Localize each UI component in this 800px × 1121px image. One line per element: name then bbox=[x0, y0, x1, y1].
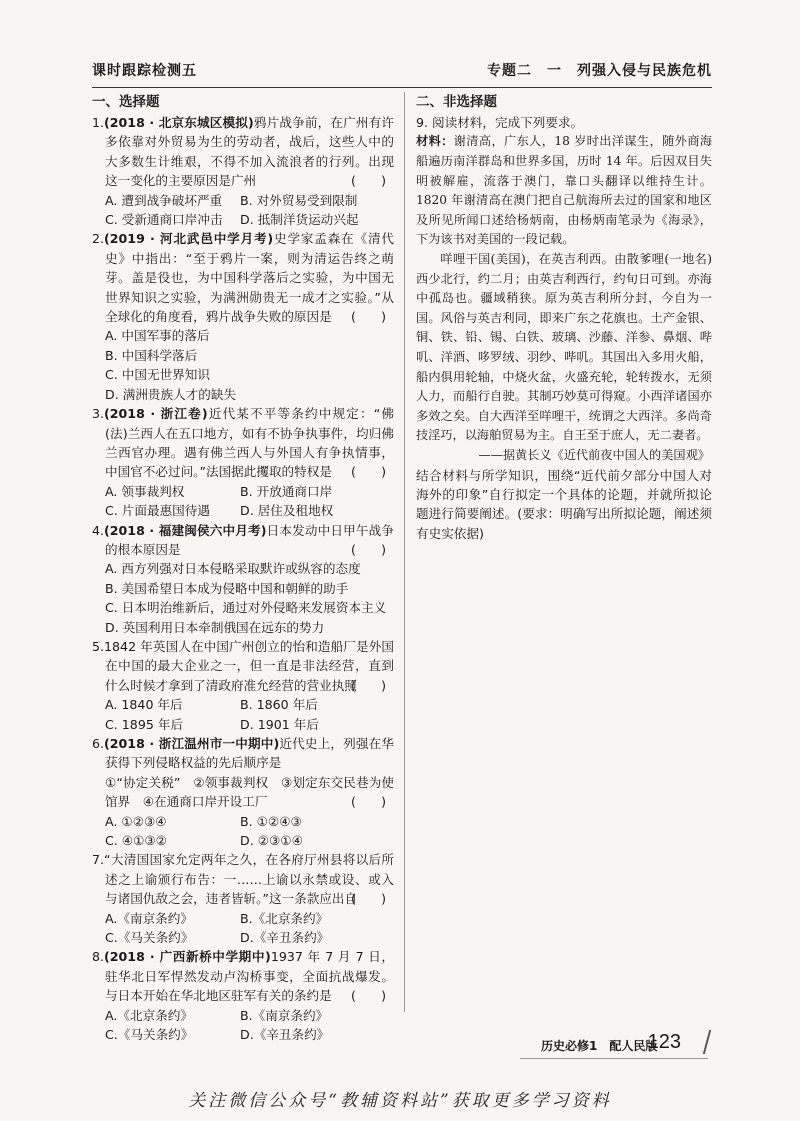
question-9-intro: 9. 阅读材料，完成下列要求。 bbox=[416, 115, 584, 130]
question-2: 2.(2019 · 河北武邑中学月考)史学家孟森在《清代史》中指出：“至于鸦片一案，则为清运告终之萌芽。盖是役也，为中国科学落后之实验，为中国无世界知识之实验，为满洲勋贵无一成才之实验。”从全球化的角度看，鸦片战争失败的原因是 ( ) A. 中国军事的落后 B. 中国科学落后 C. 中国无世界知识 D. 满洲贵族人才的缺失 bbox=[92, 229, 394, 404]
answer-blank[interactable]: ( ) bbox=[350, 464, 386, 480]
answer-blank[interactable]: ( ) bbox=[350, 988, 386, 1004]
answer-blank[interactable]: ( ) bbox=[350, 541, 386, 557]
option-b[interactable]: B. 开放通商口岸 bbox=[240, 483, 333, 499]
section-title-choice: 一、选择题 bbox=[92, 94, 160, 110]
answer-blank[interactable]: ( ) bbox=[350, 309, 386, 325]
question-text: 1937 年 7 月 7 日，驻华北日军悍然发动卢沟桥事变，全面抗战爆发。与日本开始在华北地区驻军有关的条约是 bbox=[105, 949, 395, 1004]
option-d[interactable]: D. ②③①④ bbox=[240, 833, 303, 849]
option-b[interactable]: B. 1860 年后 bbox=[240, 697, 318, 713]
answer-blank[interactable]: ( ) bbox=[350, 677, 386, 693]
question-source: (2018 · 福建闽侯六中月考) bbox=[104, 522, 267, 538]
question-8: 8.(2018 · 广西新桥中学期中)1937 年 7 月 7 日，驻华北日军悍然发动卢沟桥事变，全面抗战爆发。与日本开始在华北地区驻军有关的条约是 ( ) A.《北京条约》 B.《南京条约》 C.《马关条约》 D.《辛丑条约》 bbox=[92, 947, 394, 1044]
material-citation: ——据黄长义《近代前夜中国人的美国观》 bbox=[478, 447, 710, 462]
question-9-task: 结合材料与所学知识，围绕“近代前夕部分中国人对海外的印象”自行拟定一个具体的论题，并就所拟论题进行简要阐述。(要求：明确写出所拟论题，阐述须有史实依据) bbox=[416, 467, 712, 541]
page-header bbox=[92, 60, 712, 84]
page-number: 123 bbox=[647, 1031, 681, 1053]
option-d[interactable]: D. 1901 年后 bbox=[240, 716, 319, 732]
answer-blank[interactable]: ( ) bbox=[350, 173, 386, 189]
option-a[interactable]: A. ①②③④ bbox=[105, 813, 167, 829]
option-a[interactable]: A.《北京条约》 bbox=[105, 1007, 193, 1023]
column-divider bbox=[404, 92, 405, 1012]
option-b[interactable]: B. 中国科学落后 bbox=[105, 347, 198, 363]
question-text: 鸦片战争前，在广州有许多依靠对外贸易为生的劳动者，战后，这些人中的大多数生计维艰，不得不加入流浪者的行列。出现这一变化的主要原因是广州 bbox=[105, 115, 395, 189]
option-a[interactable]: A. 1840 年后 bbox=[105, 697, 183, 713]
lesson-title: 课时跟踪检测五 bbox=[92, 63, 197, 79]
non-choice-section bbox=[416, 92, 712, 543]
question-3: 3.(2018 · 浙江卷)近代某不平等条约中规定：“佛(法)兰西人在五口地方，如有不协争执事件，均归佛兰西官办理。遇有佛兰西人与外国人有争执情事，中国官不必过问。”法国据此攫取的特权是 ( ) A. 领事裁判权 B. 开放通商口岸 C. 片面最惠国待遇 D. 居住及租地权 bbox=[92, 404, 394, 520]
option-d[interactable]: D.《辛丑条约》 bbox=[240, 930, 330, 946]
material-block bbox=[416, 132, 712, 465]
option-a[interactable]: A. 中国军事的落后 bbox=[105, 328, 210, 344]
option-c[interactable]: C.《马关条约》 bbox=[105, 930, 194, 946]
option-c[interactable]: C.《马关条约》 bbox=[105, 1027, 194, 1043]
option-b[interactable]: B. 美国希望日本成为侵略中国和朝鲜的助手 bbox=[105, 580, 349, 596]
question-text: 近代某不平等条约中规定：“佛(法)兰西人在五口地方，如有不协争执事件，均归佛兰西官办理。遇有佛兰西人与外国人有争执情事，中国官不必过问。”法国据此攫取的特权是 bbox=[105, 406, 394, 480]
option-c[interactable]: C. 日本明治维新后，通过对外侵略来发展资本主义 bbox=[105, 600, 387, 616]
question-items: ①“协定关税” ②领事裁判权 ③划定东交民巷为使馆界 ④在通商口岸开设工厂 bbox=[105, 774, 394, 810]
option-a[interactable]: A. 西方列强对日本侵略采取默许或纵容的态度 bbox=[105, 561, 361, 577]
material-label: 材料： bbox=[416, 134, 454, 149]
footer-slash-mark bbox=[703, 1030, 711, 1054]
header-rule bbox=[92, 87, 712, 88]
option-d[interactable]: D. 抵制洋货运动兴起 bbox=[240, 212, 359, 228]
question-source: (2018 · 广西新桥中学期中) bbox=[104, 949, 271, 965]
material-paragraph-1: 谢清高，广东人，18 岁时出洋谋生，随外商海船遍历南洋群岛和世界多国，历时 14 年。后因双目失明被解雇，流落于澳门，靠口头翻译以维持生计。1820 年谢清高在澳门把自己航海所去过的国家和地区及所见所闻口述给杨炳南，由杨炳南笔录为《海录》，下为该书对美国的一段记载。 bbox=[416, 134, 713, 247]
option-b[interactable]: B. ①②④③ bbox=[240, 813, 302, 829]
question-6: 6.(2018 · 浙江温州市一中期中)近代史上，列强在华获得下列侵略权益的先后顺序是 ①“协定关税” ②领事裁判权 ③划定东交民巷为使馆界 ④在通商口岸开设工厂 ( ) A. ①②③④ B. ①②④③ C. ④①③② D. ②③①④ bbox=[92, 734, 394, 850]
answer-blank[interactable]: ( ) bbox=[350, 794, 386, 810]
question-source: (2018 · 浙江卷) bbox=[104, 406, 208, 422]
option-c[interactable]: C. ④①③② bbox=[105, 833, 167, 849]
question-text: 近代史上，列强在华获得下列侵略权益的先后顺序是 bbox=[105, 736, 394, 771]
option-b[interactable]: B.《南京条约》 bbox=[240, 1007, 329, 1023]
question-source: (2019 · 河北武邑中学月考) bbox=[104, 231, 274, 247]
option-d[interactable]: D.《辛丑条约》 bbox=[240, 1027, 330, 1043]
question-7: 7.“大清国国家允定两年之久，在各府厅州县将以后所述之上谕颁行布告：一……上谕以永禁或设、或入与诸国仇敌之会，违者皆斩。”这一条款应出自 ( ) A.《南京条约》 B.《北京条约》 C.《马关条约》 D.《辛丑条约》 bbox=[92, 850, 394, 947]
question-text: “大清国国家允定两年之久，在各府厅州县将以后所述之上谕颁行布告：一……上谕以永禁或设、或入与诸国仇敌之会，违者皆斩。”这一条款应出自 bbox=[104, 852, 394, 907]
footer-book-info bbox=[513, 1031, 683, 1057]
option-a[interactable]: A. 领事裁判权 bbox=[105, 483, 185, 499]
footer-rule bbox=[520, 1058, 708, 1059]
option-a[interactable]: A.《南京条约》 bbox=[105, 910, 193, 926]
handwritten-note: 关注微信公众号“教辅资料站”获取更多学习资料 bbox=[188, 1091, 612, 1111]
question-text: 史学家孟森在《清代史》中指出：“至于鸦片一案，则为清运告终之萌芽。盖是役也，为中国科学落后之实验，为中国无世界知识之实验，为满洲勋贵无一成才之实验。”从全球化的角度看，鸦片战争失败的原因是 bbox=[105, 231, 394, 325]
book-label: 历史必修1 配人民版 bbox=[541, 1039, 658, 1053]
question-source: (2018 · 北京东城区模拟) bbox=[104, 115, 254, 130]
section-title-nonchoice: 二、非选择题 bbox=[416, 94, 497, 110]
option-c[interactable]: C. 片面最惠国待遇 bbox=[105, 503, 210, 519]
option-d[interactable]: D. 满洲贵族人才的缺失 bbox=[105, 386, 237, 402]
option-c[interactable]: C. 1895 年后 bbox=[105, 716, 184, 732]
answer-blank[interactable]: ( ) bbox=[350, 891, 386, 907]
question-5: 5.1842 年英国人在中国广州创立的怡和造船厂是外国在中国的最大企业之一，但一直是非法经营，直到什么时候才拿到了清政府准允经营的营业执照 ( ) A. 1840 年后 B. 1860 年后 C. 1895 年后 D. 1901 年后 bbox=[92, 637, 394, 734]
question-text: 日本发动中日甲午战争的根本原因是 bbox=[105, 522, 395, 557]
multiple-choice-section bbox=[92, 92, 394, 1045]
question-source: (2018 · 浙江温州市一中期中) bbox=[104, 736, 280, 751]
option-a[interactable]: A. 遭到战争破坏严重 bbox=[105, 192, 223, 208]
option-b[interactable]: B. 对外贸易受到限制 bbox=[240, 192, 358, 208]
option-c[interactable]: C. 中国无世界知识 bbox=[105, 367, 210, 383]
material-paragraph-2: 咩哩干国(美国)，在英吉利西。由散爹哩(一地名)西少北行，约二月；由英吉利西行，约旬日可到。亦海中孤岛也。疆域稍狭。原为英吉利所分封，今自为一国。风俗与英吉利同，即来广东之花旗也。土产金银、铜、铁、铅、锡、白铁、玻璃、沙藤、洋参、鼻烟、哔叽、洋酒、哆罗绒、羽纱、哔叽。其国出入多用火船，船内俱用轮轴，中烧火盆，火盛充轮，轮转拨水，无须人力，而船行自驶。其制巧妙莫可得窥。小西洋诸国亦多效之矣。自大西洋至咩哩干，统谓之大西洋。多尚奇技淫巧，以海舶贸易为主。自王至于庶人，无二妻者。 bbox=[416, 251, 712, 443]
question-text: 1842 年英国人在中国广州创立的怡和造船厂是外国在中国的最大企业之一，但一直是非法经营，直到什么时候才拿到了清政府准允经营的营业执照 bbox=[104, 638, 394, 693]
option-d[interactable]: D. 英国利用日本牵制俄国在远东的势力 bbox=[105, 619, 325, 635]
question-1: 1.(2018 · 北京东城区模拟)鸦片战争前，在广州有许多依靠对外贸易为生的劳动者，战后，这些人中的大多数生计维艰，不得不加入流浪者的行列。出现这一变化的主要原因是广州 ( ) A. 遭到战争破坏严重 B. 对外贸易受到限制 C. 受新通商口岸冲击 D. 抵制洋货运动兴起 bbox=[92, 113, 394, 229]
option-b[interactable]: B.《北京条约》 bbox=[240, 910, 329, 926]
topic-title: 专题二 一 列强入侵与民族危机 bbox=[487, 63, 712, 79]
option-c[interactable]: C. 受新通商口岸冲击 bbox=[105, 212, 223, 228]
question-4: 4.(2018 · 福建闽侯六中月考)日本发动中日甲午战争的根本原因是 ( ) A. 西方列强对日本侵略采取默许或纵容的态度 B. 美国希望日本成为侵略中国和朝鲜的助手 C. 日本明治维新后，通过对外侵略来发展资本主义 D. 英国利用日本牵制俄国在远东的势力 bbox=[92, 521, 394, 637]
option-d[interactable]: D. 居住及租地权 bbox=[240, 503, 334, 519]
